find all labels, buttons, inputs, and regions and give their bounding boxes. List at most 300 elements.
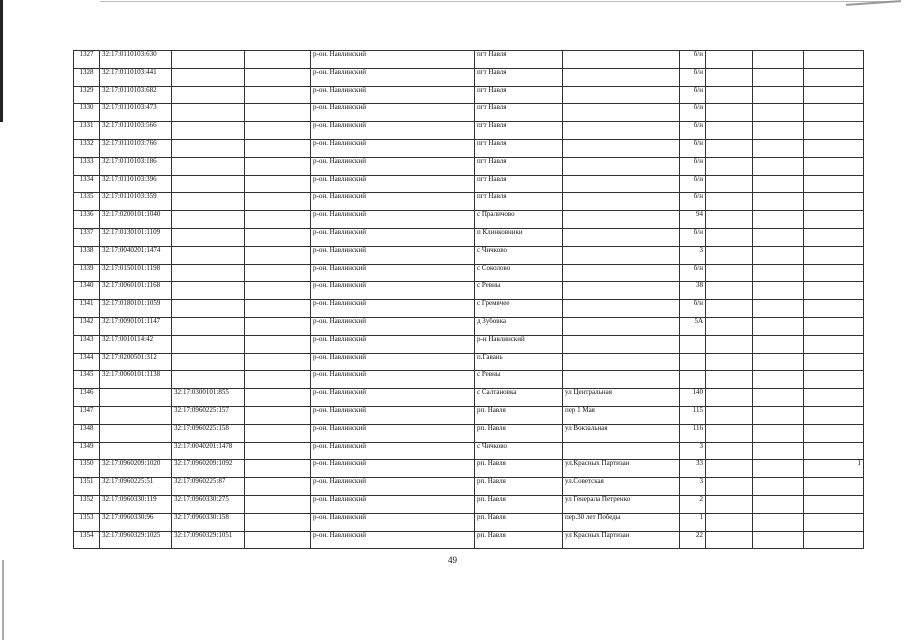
settlement-cell: рп. Навля: [475, 460, 563, 478]
object-cadastral-number-cell: 32:17:0960330:158: [172, 513, 245, 531]
row-number-cell: 1339: [74, 264, 100, 282]
cadastral-number-cell: 32:17:0130101:1109: [100, 228, 172, 246]
register-table: [73, 50, 864, 549]
extra-cell: [804, 300, 864, 318]
object-cadastral-number-cell: 32:17:0960209:1092: [172, 460, 245, 478]
street-cell: ул Центральная: [563, 389, 680, 407]
empty-cell: [706, 193, 753, 211]
extra-cell: [804, 246, 864, 264]
table-row: [74, 68, 864, 86]
cadastral-number-cell: 32:17:0060101:1138: [100, 371, 172, 389]
empty-cell: [753, 424, 804, 442]
empty-cell: [753, 442, 804, 460]
house-number-cell: [680, 335, 706, 353]
extra-cell: [804, 139, 864, 157]
table-row: [74, 513, 864, 531]
table-row: [74, 175, 864, 193]
settlement-cell: рп. Навля: [475, 495, 563, 513]
empty-cell: [245, 282, 311, 300]
house-number-cell: б/н: [680, 300, 706, 318]
object-cadastral-number-cell: [172, 228, 245, 246]
extra-cell: [804, 371, 864, 389]
row-number-cell: 1342: [74, 317, 100, 335]
settlement-cell: с Ревны: [475, 282, 563, 300]
empty-cell: [753, 335, 804, 353]
empty-cell: [245, 424, 311, 442]
settlement-cell: пгт Навля: [475, 51, 563, 69]
table-row: [74, 264, 864, 282]
table-row: [74, 371, 864, 389]
street-cell: [563, 122, 680, 140]
settlement-cell: п Клинковники: [475, 228, 563, 246]
empty-cell: [753, 175, 804, 193]
street-cell: [563, 139, 680, 157]
street-cell: ул.Советская: [563, 478, 680, 496]
table-row: [74, 193, 864, 211]
object-cadastral-number-cell: 32:17:0960225:157: [172, 406, 245, 424]
cadastral-number-cell: [100, 442, 172, 460]
district-cell: р-он. Навлинский: [311, 371, 475, 389]
cadastral-number-cell: [100, 424, 172, 442]
empty-cell: [706, 122, 753, 140]
empty-cell: [706, 442, 753, 460]
extra-cell: [804, 51, 864, 69]
row-number-cell: 1348: [74, 424, 100, 442]
scan-border-top: [100, 1, 900, 2]
cadastral-number-cell: 32:17:0110103:441: [100, 68, 172, 86]
empty-cell: [245, 175, 311, 193]
empty-cell: [753, 531, 804, 549]
cadastral-number-cell: 32:17:0110103:682: [100, 86, 172, 104]
empty-cell: [706, 531, 753, 549]
table-row: [74, 406, 864, 424]
object-cadastral-number-cell: [172, 211, 245, 229]
empty-cell: [245, 353, 311, 371]
street-cell: ул Генерала Петренко: [563, 495, 680, 513]
row-number-cell: 1341: [74, 300, 100, 318]
extra-cell: [804, 442, 864, 460]
house-number-cell: б/н: [680, 139, 706, 157]
extra-cell: [804, 175, 864, 193]
object-cadastral-number-cell: [172, 371, 245, 389]
empty-cell: [753, 86, 804, 104]
row-number-cell: 1328: [74, 68, 100, 86]
street-cell: [563, 51, 680, 69]
empty-cell: [706, 406, 753, 424]
empty-cell: [245, 406, 311, 424]
empty-cell: [753, 495, 804, 513]
empty-cell: [245, 442, 311, 460]
district-cell: р-он. Навлинский: [311, 86, 475, 104]
cadastral-number-cell: 32:17:0960330:96: [100, 513, 172, 531]
district-cell: р-он. Навлинский: [311, 335, 475, 353]
street-cell: [563, 442, 680, 460]
street-cell: пер 1 Мая: [563, 406, 680, 424]
district-cell: р-он. Навлинский: [311, 460, 475, 478]
empty-cell: [245, 51, 311, 69]
row-number-cell: 1354: [74, 531, 100, 549]
cadastral-number-cell: 32:17:0960330:119: [100, 495, 172, 513]
cadastral-number-cell: 32:17:0040201:1474: [100, 246, 172, 264]
empty-cell: [706, 353, 753, 371]
cadastral-number-cell: 32:17:0180101:1059: [100, 300, 172, 318]
row-number-cell: 1345: [74, 371, 100, 389]
empty-cell: [245, 139, 311, 157]
district-cell: р-он. Навлинский: [311, 228, 475, 246]
extra-cell: [804, 211, 864, 229]
house-number-cell: 140: [680, 389, 706, 407]
object-cadastral-number-cell: [172, 104, 245, 122]
house-number-cell: [680, 371, 706, 389]
street-cell: [563, 317, 680, 335]
empty-cell: [753, 193, 804, 211]
row-number-cell: 1337: [74, 228, 100, 246]
settlement-cell: пгт Навля: [475, 139, 563, 157]
table-row: [74, 122, 864, 140]
empty-cell: [245, 211, 311, 229]
empty-cell: [245, 371, 311, 389]
object-cadastral-number-cell: 32:17:0960225:87: [172, 478, 245, 496]
settlement-cell: рп. Навля: [475, 424, 563, 442]
table-row: [74, 139, 864, 157]
extra-cell: [804, 389, 864, 407]
district-cell: р-он. Навлинский: [311, 495, 475, 513]
row-number-cell: 1336: [74, 211, 100, 229]
settlement-cell: с Чичково: [475, 442, 563, 460]
district-cell: р-он. Навлинский: [311, 282, 475, 300]
settlement-cell: рп. Навля: [475, 406, 563, 424]
district-cell: р-он. Навлинский: [311, 353, 475, 371]
settlement-cell: д Зубовка: [475, 317, 563, 335]
empty-cell: [245, 495, 311, 513]
settlement-cell: пгт Навля: [475, 122, 563, 140]
empty-cell: [706, 282, 753, 300]
extra-cell: [804, 193, 864, 211]
cadastral-number-cell: 32:17:0110103:186: [100, 157, 172, 175]
settlement-cell: с Соколово: [475, 264, 563, 282]
house-number-cell: 2: [680, 495, 706, 513]
empty-cell: [753, 68, 804, 86]
empty-cell: [245, 389, 311, 407]
settlement-cell: р-н Навлинский: [475, 335, 563, 353]
street-cell: [563, 246, 680, 264]
empty-cell: [753, 406, 804, 424]
row-number-cell: 1353: [74, 513, 100, 531]
street-cell: [563, 175, 680, 193]
empty-cell: [706, 68, 753, 86]
object-cadastral-number-cell: 32:17:0300101:855: [172, 389, 245, 407]
empty-cell: [706, 211, 753, 229]
house-number-cell: 3: [680, 442, 706, 460]
street-cell: [563, 282, 680, 300]
empty-cell: [706, 157, 753, 175]
street-cell: ул Красных Партизан: [563, 531, 680, 549]
table-row: [74, 51, 864, 69]
empty-cell: [706, 513, 753, 531]
empty-cell: [245, 157, 311, 175]
district-cell: р-он. Навлинский: [311, 175, 475, 193]
empty-cell: [753, 300, 804, 318]
table-row: [74, 86, 864, 104]
empty-cell: [245, 86, 311, 104]
extra-cell: [804, 531, 864, 549]
row-number-cell: 1340: [74, 282, 100, 300]
district-cell: р-он. Навлинский: [311, 211, 475, 229]
empty-cell: [245, 531, 311, 549]
extra-cell: [804, 406, 864, 424]
table-row: [74, 389, 864, 407]
empty-cell: [706, 51, 753, 69]
cadastral-number-cell: 32:17:0060101:1168: [100, 282, 172, 300]
row-number-cell: 1332: [74, 139, 100, 157]
empty-cell: [706, 86, 753, 104]
empty-cell: [753, 513, 804, 531]
cadastral-number-cell: 32:17:0960225:51: [100, 478, 172, 496]
object-cadastral-number-cell: 32:17:0960330:275: [172, 495, 245, 513]
house-number-cell: б/н: [680, 175, 706, 193]
extra-cell: [804, 86, 864, 104]
empty-cell: [753, 389, 804, 407]
district-cell: р-он. Навлинский: [311, 51, 475, 69]
cadastral-number-cell: 32:17:0960329:1025: [100, 531, 172, 549]
row-number-cell: 1334: [74, 175, 100, 193]
district-cell: р-он. Навлинский: [311, 317, 475, 335]
house-number-cell: 3: [680, 246, 706, 264]
table-row: [74, 424, 864, 442]
table-row: [74, 104, 864, 122]
row-number-cell: 1330: [74, 104, 100, 122]
empty-cell: [245, 228, 311, 246]
settlement-cell: пгт Навля: [475, 104, 563, 122]
district-cell: р-он. Навлинский: [311, 424, 475, 442]
house-number-cell: б/н: [680, 86, 706, 104]
cadastral-number-cell: 32:17:0090101:1147: [100, 317, 172, 335]
extra-cell: [804, 104, 864, 122]
row-number-cell: 1351: [74, 478, 100, 496]
extra-cell: [804, 228, 864, 246]
settlement-cell: рп. Навля: [475, 531, 563, 549]
row-number-cell: 1343: [74, 335, 100, 353]
house-number-cell: 1: [680, 513, 706, 531]
extra-cell: [804, 122, 864, 140]
district-cell: р-он. Навлинский: [311, 389, 475, 407]
district-cell: р-он. Навлинский: [311, 104, 475, 122]
street-cell: [563, 86, 680, 104]
object-cadastral-number-cell: [172, 300, 245, 318]
object-cadastral-number-cell: [172, 282, 245, 300]
table-row: [74, 228, 864, 246]
cadastral-number-cell: 32:17:0110103:473: [100, 104, 172, 122]
empty-cell: [753, 228, 804, 246]
empty-cell: [706, 228, 753, 246]
extra-cell: [804, 317, 864, 335]
street-cell: [563, 193, 680, 211]
empty-cell: [706, 371, 753, 389]
district-cell: р-он. Навлинский: [311, 264, 475, 282]
object-cadastral-number-cell: 32:17:0960225:158: [172, 424, 245, 442]
extra-cell: [804, 68, 864, 86]
table-row: [74, 246, 864, 264]
row-number-cell: 1338: [74, 246, 100, 264]
settlement-cell: пгт Навля: [475, 86, 563, 104]
house-number-cell: 22: [680, 531, 706, 549]
house-number-cell: б/н: [680, 51, 706, 69]
cadastral-number-cell: 32:17:0110103:396: [100, 175, 172, 193]
district-cell: р-он. Навлинский: [311, 122, 475, 140]
extra-cell: [804, 353, 864, 371]
district-cell: р-он. Навлинский: [311, 193, 475, 211]
empty-cell: [753, 353, 804, 371]
row-number-cell: 1346: [74, 389, 100, 407]
district-cell: р-он. Навлинский: [311, 406, 475, 424]
row-number-cell: 1350: [74, 460, 100, 478]
cadastral-number-cell: 32:17:0110103:630: [100, 51, 172, 69]
settlement-cell: с Чичково: [475, 246, 563, 264]
cadastral-number-cell: 32:17:0010114:42: [100, 335, 172, 353]
table-row: [74, 495, 864, 513]
cadastral-number-cell: 32:17:0110103:359: [100, 193, 172, 211]
object-cadastral-number-cell: [172, 317, 245, 335]
extra-cell: [804, 478, 864, 496]
row-number-cell: 1349: [74, 442, 100, 460]
empty-cell: [753, 122, 804, 140]
cadastral-number-cell: 32:17:0200501:312: [100, 353, 172, 371]
settlement-cell: с Ревны: [475, 371, 563, 389]
cadastral-number-cell: 32:17:0110103:566: [100, 122, 172, 140]
empty-cell: [753, 246, 804, 264]
cadastral-number-cell: [100, 406, 172, 424]
table-row: [74, 335, 864, 353]
empty-cell: [706, 389, 753, 407]
row-number-cell: 1333: [74, 157, 100, 175]
district-cell: р-он. Навлинский: [311, 68, 475, 86]
empty-cell: [753, 478, 804, 496]
object-cadastral-number-cell: [172, 264, 245, 282]
street-cell: пер.30 лет Победы: [563, 513, 680, 531]
empty-cell: [753, 139, 804, 157]
empty-cell: [245, 460, 311, 478]
street-cell: [563, 353, 680, 371]
table-row: [74, 478, 864, 496]
object-cadastral-number-cell: [172, 175, 245, 193]
street-cell: [563, 157, 680, 175]
row-number-cell: 1329: [74, 86, 100, 104]
row-number-cell: 1327: [74, 51, 100, 69]
scan-border-left: [0, 0, 3, 122]
empty-cell: [753, 282, 804, 300]
house-number-cell: 115: [680, 406, 706, 424]
empty-cell: [706, 335, 753, 353]
empty-cell: [245, 104, 311, 122]
district-cell: р-он. Навлинский: [311, 157, 475, 175]
district-cell: р-он. Навлинский: [311, 139, 475, 157]
cadastral-number-cell: 32:17:0150101:1198: [100, 264, 172, 282]
street-cell: ул.Красных Партизан: [563, 460, 680, 478]
empty-cell: [753, 317, 804, 335]
extra-cell: [804, 282, 864, 300]
extra-cell: [804, 495, 864, 513]
street-cell: [563, 211, 680, 229]
table-row: [74, 317, 864, 335]
empty-cell: [245, 317, 311, 335]
table-row: [74, 300, 864, 318]
cadastral-number-cell: 32:17:0960209:1020: [100, 460, 172, 478]
row-number-cell: 1347: [74, 406, 100, 424]
empty-cell: [753, 460, 804, 478]
table-row: [74, 460, 864, 478]
extra-cell: [804, 513, 864, 531]
empty-cell: [245, 193, 311, 211]
row-number-cell: 1352: [74, 495, 100, 513]
street-cell: [563, 264, 680, 282]
object-cadastral-number-cell: [172, 122, 245, 140]
empty-cell: [706, 139, 753, 157]
object-cadastral-number-cell: 32:17:0040201:1478: [172, 442, 245, 460]
extra-cell: [804, 424, 864, 442]
empty-cell: [245, 246, 311, 264]
table-row: [74, 157, 864, 175]
district-cell: р-он. Навлинский: [311, 478, 475, 496]
street-cell: [563, 335, 680, 353]
settlement-cell: пгт Навля: [475, 175, 563, 193]
extra-cell: 1: [804, 460, 864, 478]
empty-cell: [245, 513, 311, 531]
empty-cell: [706, 424, 753, 442]
settlement-cell: с Праличово: [475, 211, 563, 229]
empty-cell: [706, 246, 753, 264]
row-number-cell: 1331: [74, 122, 100, 140]
settlement-cell: пгт Навля: [475, 68, 563, 86]
object-cadastral-number-cell: [172, 139, 245, 157]
table-row: [74, 531, 864, 549]
extra-cell: [804, 157, 864, 175]
empty-cell: [706, 264, 753, 282]
object-cadastral-number-cell: [172, 246, 245, 264]
settlement-cell: пгт Навля: [475, 193, 563, 211]
settlement-cell: п.Гавань: [475, 353, 563, 371]
empty-cell: [753, 371, 804, 389]
scan-border-left-lower: [2, 560, 4, 640]
settlement-cell: с Салтановка: [475, 389, 563, 407]
empty-cell: [245, 300, 311, 318]
empty-cell: [706, 300, 753, 318]
extra-cell: [804, 335, 864, 353]
object-cadastral-number-cell: [172, 51, 245, 69]
empty-cell: [753, 264, 804, 282]
object-cadastral-number-cell: [172, 68, 245, 86]
table-row: [74, 282, 864, 300]
empty-cell: [753, 51, 804, 69]
cadastral-number-cell: 32:17:0110103:766: [100, 139, 172, 157]
house-number-cell: 5А: [680, 317, 706, 335]
empty-cell: [245, 335, 311, 353]
house-number-cell: 33: [680, 460, 706, 478]
district-cell: р-он. Навлинский: [311, 531, 475, 549]
object-cadastral-number-cell: [172, 335, 245, 353]
empty-cell: [753, 157, 804, 175]
district-cell: р-он. Навлинский: [311, 442, 475, 460]
row-number-cell: 1335: [74, 193, 100, 211]
settlement-cell: рп. Навля: [475, 513, 563, 531]
empty-cell: [706, 175, 753, 193]
house-number-cell: б/н: [680, 193, 706, 211]
empty-cell: [706, 478, 753, 496]
row-number-cell: 1344: [74, 353, 100, 371]
object-cadastral-number-cell: [172, 157, 245, 175]
district-cell: р-он. Навлинский: [311, 246, 475, 264]
settlement-cell: рп. Навля: [475, 478, 563, 496]
house-number-cell: б/н: [680, 122, 706, 140]
